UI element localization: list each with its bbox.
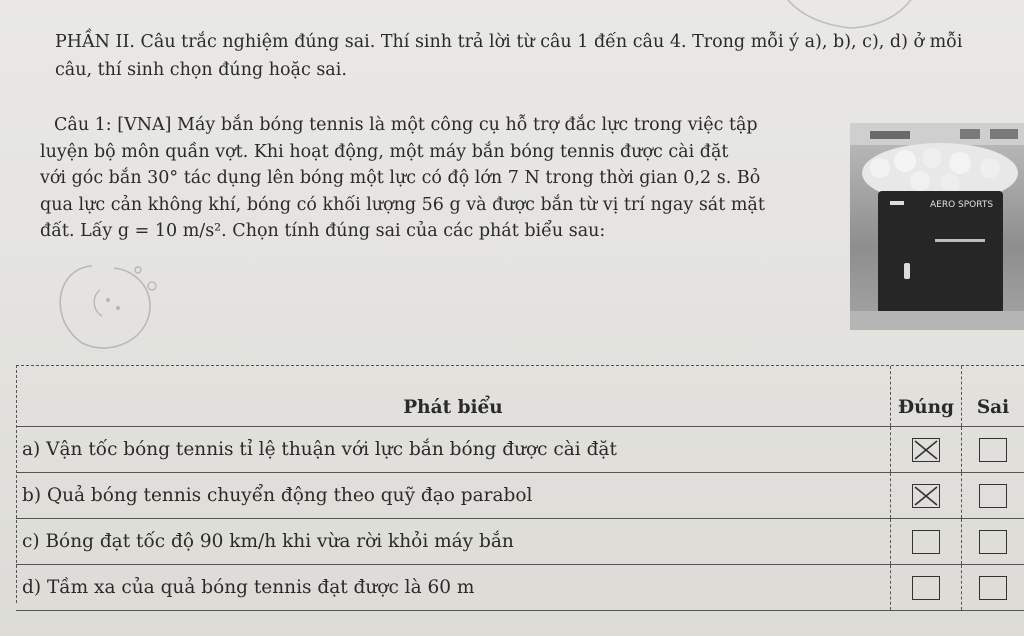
true-checkbox-b[interactable] bbox=[912, 484, 940, 508]
question-line: Câu 1: [VNA] Máy bắn bóng tennis là một công cụ hỗ trợ đắc lực trong việc tập bbox=[54, 115, 758, 135]
table-row bbox=[16, 473, 1024, 519]
statement-a: a) Vận tốc bóng tennis tỉ lệ thuận với lực bắn bóng được cài đặt bbox=[16, 427, 891, 473]
question-line: với góc bắn 30° tác dụng lên bóng một lực có độ lớn 7 N trong thời gian 0,2 s. Bỏ bbox=[40, 168, 761, 188]
question-line: luyện bộ môn quần vợt. Khi hoạt động, một máy bắn bóng tennis được cài đặt bbox=[40, 141, 729, 162]
false-checkbox-a[interactable] bbox=[979, 438, 1007, 462]
table-header-row bbox=[16, 366, 1024, 427]
true-cell bbox=[891, 427, 962, 473]
question-line: đất. Lấy g = 10 m/s². Chọn tính đúng sai của các phát biểu sau: bbox=[40, 221, 606, 241]
true-cell bbox=[891, 519, 962, 565]
header-true: Đúng bbox=[891, 366, 962, 427]
question-line: qua lực cản không khí, bóng có khối lượng 56 g và được bắn từ vị trí ngay sát mặt bbox=[40, 194, 765, 215]
table-row bbox=[16, 565, 1024, 611]
true-cell bbox=[891, 565, 962, 611]
tennis-ball-machine-photo bbox=[850, 123, 1024, 330]
statement-b: b) Quả bóng tennis chuyển động theo quỹ đạo parabol bbox=[16, 473, 891, 519]
true-cell bbox=[891, 473, 962, 519]
false-cell bbox=[962, 427, 1024, 473]
false-cell bbox=[962, 565, 1024, 611]
false-checkbox-d[interactable] bbox=[979, 576, 1007, 600]
statement-d: d) Tầm xa của quả bóng tennis đạt được là 60 m bbox=[16, 565, 891, 611]
true-checkbox-a[interactable] bbox=[912, 438, 940, 462]
header-statement: Phát biểu bbox=[16, 366, 891, 427]
table-row bbox=[16, 427, 1024, 473]
true-checkbox-d[interactable] bbox=[912, 576, 940, 600]
part-title: PHẦN II. Câu trắc nghiệm đúng sai. Thí sinh trả lời từ câu 1 đến câu 4. Trong mỗi ý a), b), c), d) ở mỗi câu, thí sinh chọn đúng hoặc sai. bbox=[55, 32, 963, 80]
header-false: Sai bbox=[962, 366, 1024, 427]
table-row bbox=[16, 519, 1024, 565]
question-text bbox=[40, 112, 840, 245]
ball-machine-image bbox=[850, 123, 1024, 330]
false-cell bbox=[962, 473, 1024, 519]
smiley-doodle bbox=[52, 258, 172, 358]
false-checkbox-b[interactable] bbox=[979, 484, 1007, 508]
false-checkbox-c[interactable] bbox=[979, 530, 1007, 554]
statement-c: c) Bóng đạt tốc độ 90 km/h khi vừa rời khỏi máy bắn bbox=[16, 519, 891, 565]
false-cell bbox=[962, 519, 1024, 565]
true-checkbox-c[interactable] bbox=[912, 530, 940, 554]
brand-logo: AERO SPORTS bbox=[930, 200, 994, 210]
true-false-table bbox=[16, 366, 1024, 611]
